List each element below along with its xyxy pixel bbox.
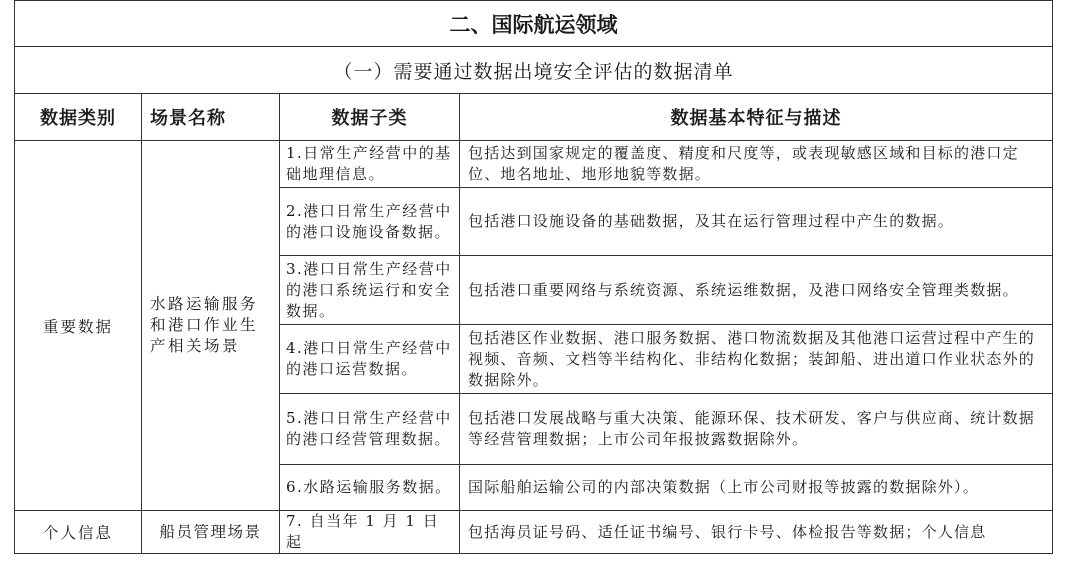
- header-description: 数据基本特征与描述: [460, 94, 1053, 141]
- description-cell: 包括港区作业数据、港口服务数据、港口物流数据及其他港口运营过程中产生的视频、音频、文档等半结构化、非结构化数据；装卸船、进出道口作业状态外的数据除外。: [460, 325, 1053, 394]
- description-cell: 包括达到国家规定的覆盖度、精度和尺度等，或表现敏感区域和目标的港口定位、地名地址、地形地貌等数据。: [460, 141, 1053, 188]
- header-subcategory: 数据子类: [280, 94, 460, 141]
- header-category: 数据类别: [15, 94, 142, 141]
- table-row: [15, 141, 1053, 188]
- category-cell: 重要数据: [15, 141, 142, 511]
- description-cell: 国际船舶运输公司的内部决策数据（上市公司财报等披露的数据除外）。: [460, 465, 1053, 511]
- header-scene: 场景名称: [142, 94, 280, 141]
- table-row: [15, 511, 1053, 554]
- sub-title: （一）需要通过数据出境安全评估的数据清单: [15, 47, 1053, 94]
- data-list-table: [14, 0, 1053, 554]
- subcategory-cell: 3.港口日常生产经营中的港口系统运行和安全数据。: [280, 256, 460, 325]
- subcategory-cell: 1.日常生产经营中的基础地理信息。: [280, 141, 460, 188]
- description-cell: 包括海员证号码、适任证书编号、银行卡号、体检报告等数据；个人信息: [460, 511, 1053, 554]
- description-cell: 包括港口设施设备的基础数据，及其在运行管理过程中产生的数据。: [460, 188, 1053, 256]
- scene-cell: 船员管理场景: [142, 511, 280, 554]
- subcategory-cell: 6.水路运输服务数据。: [280, 465, 460, 511]
- description-cell: 包括港口发展战略与重大决策、能源环保、技术研发、客户与供应商、统计数据等经营管理数据；上市公司年报披露数据除外。: [460, 394, 1053, 465]
- description-cell: 包括港口重要网络与系统资源、系统运维数据，及港口网络安全管理类数据。: [460, 256, 1053, 325]
- subcategory-cell: 2.港口日常生产经营中的港口设施设备数据。: [280, 188, 460, 256]
- category-cell: 个人信息: [15, 511, 142, 554]
- table-header-row: [15, 94, 1053, 141]
- scene-cell: 水路运输服务和港口作业生产相关场景: [142, 141, 280, 511]
- subcategory-cell: 4.港口日常生产经营中的港口运营数据。: [280, 325, 460, 394]
- subcategory-cell: 5.港口日常生产经营中的港口经营管理数据。: [280, 394, 460, 465]
- subcategory-cell: 7. 自当年 1 月 1 日起: [280, 511, 460, 554]
- section-title: 二、国际航运领域: [15, 1, 1053, 47]
